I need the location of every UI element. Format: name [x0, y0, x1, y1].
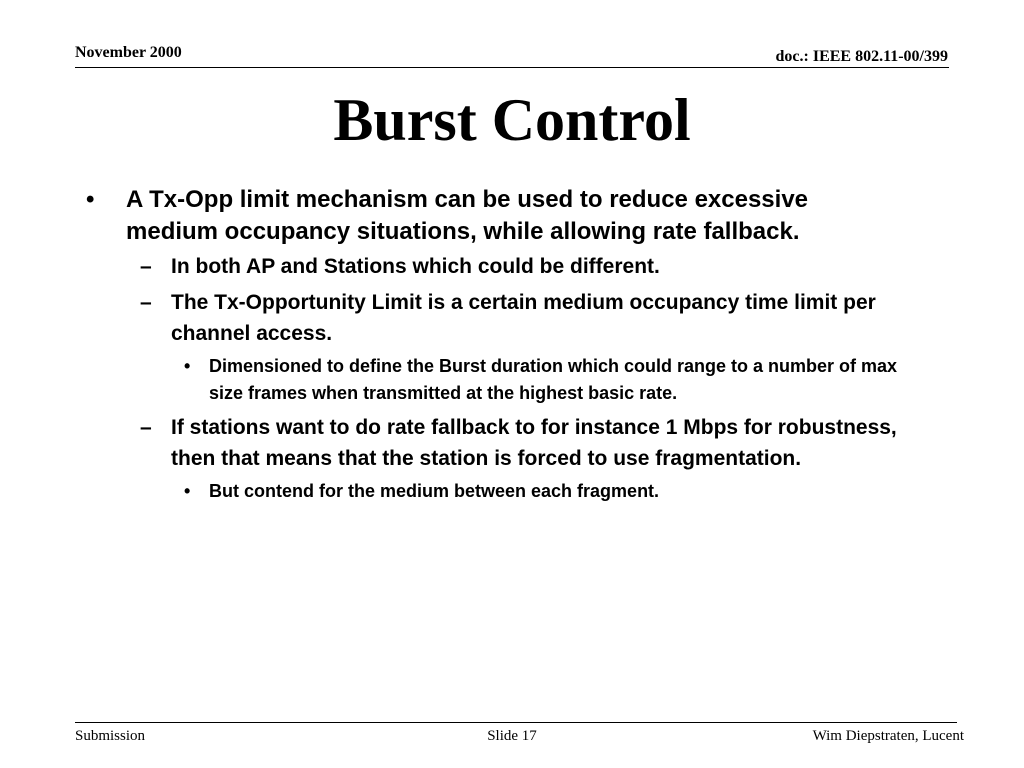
dash-marker: –	[140, 291, 152, 314]
dash-marker: –	[140, 255, 152, 278]
bullet-level3	[184, 353, 924, 407]
bullet-marker: •	[86, 186, 95, 213]
bullet-text: The Tx-Opportunity Limit is a certain medium occupancy time limit per channel access.	[171, 291, 876, 345]
header-date: November 2000	[75, 44, 182, 61]
footer-submission: Submission	[75, 728, 146, 744]
bullet-text: Dimensioned to define the Burst duration which could range to a number of max size frames when transmitted at the highest basic rate.	[209, 356, 898, 403]
bullet-level2	[140, 287, 931, 349]
bullet-text: In both AP and Stations which could be different.	[171, 255, 660, 278]
bullet-text: But contend for the medium between each fragment.	[209, 481, 660, 501]
bullet-marker: •	[184, 356, 191, 376]
header-divider	[75, 67, 949, 68]
bullet-level1	[86, 184, 896, 248]
header-doc-id: doc.: IEEE 802.11-00/399	[775, 48, 948, 65]
bullet-marker: •	[184, 481, 191, 501]
bullet-level3	[184, 478, 924, 505]
bullet-text: A Tx-Opp limit mechanism can be used to reduce excessive medium occupancy situations, while allowing rate fallback.	[126, 186, 809, 245]
slide-title: Burst Control	[333, 87, 691, 153]
bullet-text: If stations want to do rate fallback to for instance 1 Mbps for robustness, then that means that the station is forced to use fragmentation.	[171, 416, 897, 470]
footer-divider	[75, 722, 957, 723]
bullet-level2	[140, 251, 931, 282]
footer-slide-number: Slide 17	[487, 728, 537, 744]
bullet-level2	[140, 412, 931, 474]
slide-body	[0, 184, 1024, 505]
footer-author: Wim Diepstraten, Lucent	[812, 728, 964, 744]
dash-marker: –	[140, 416, 152, 439]
